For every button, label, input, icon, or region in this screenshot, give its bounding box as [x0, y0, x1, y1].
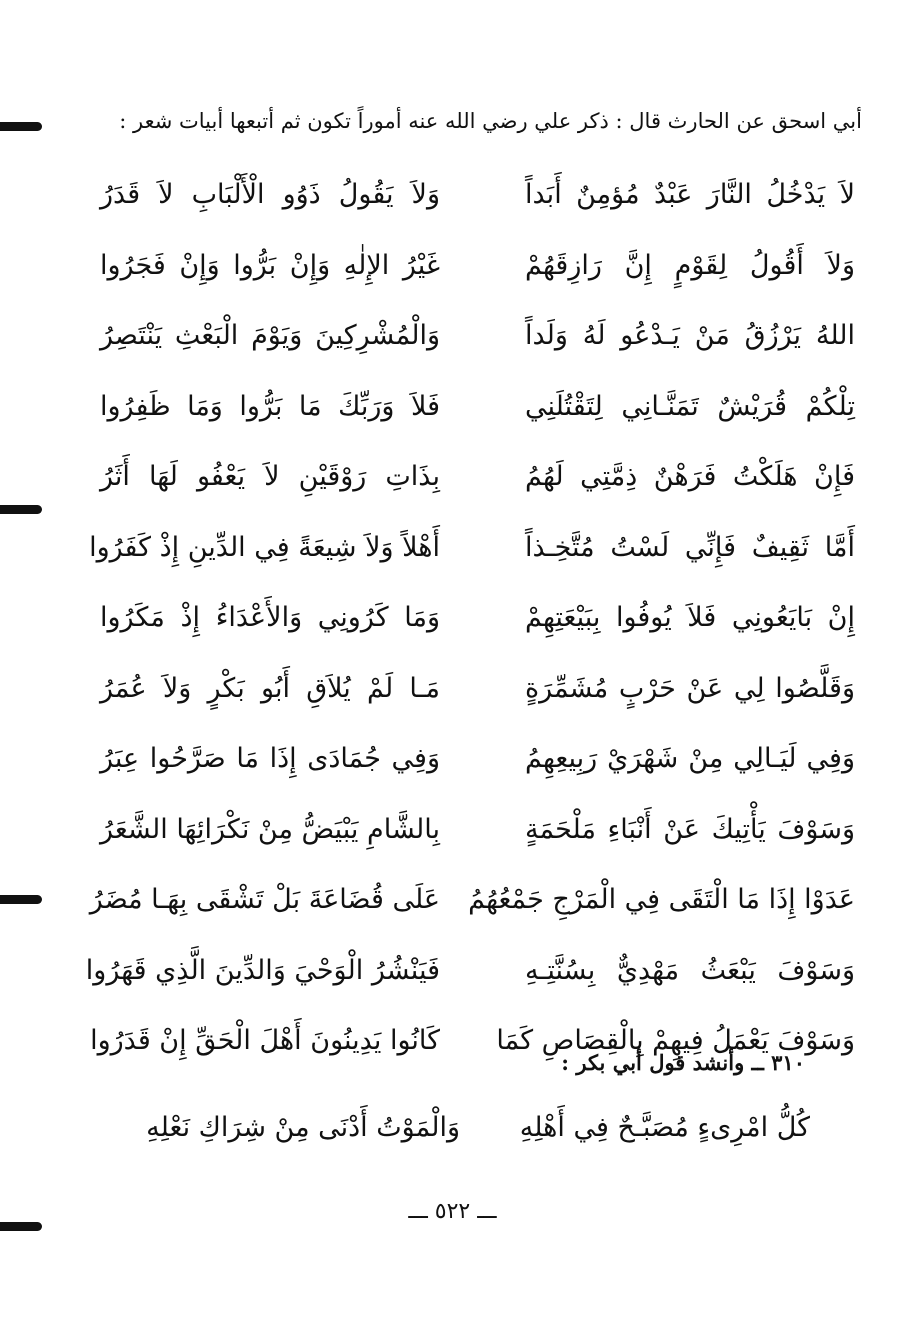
verse-row — [100, 583, 855, 654]
verse-row — [100, 372, 855, 443]
margin-mark — [0, 122, 42, 131]
verse-row — [85, 936, 855, 1007]
verse-first-hemistich: اللهُ يَرْزُقُ مَنْ يَـدْعُو لَهُ وَلَداً — [525, 320, 855, 352]
verse-first-hemistich: عَدَوْا إِذَا مَا الْتَقَى فِي الْمَرْجِ جَمْعُهُمُ — [468, 884, 855, 916]
page-number: ـــ ٥٢٢ ـــ — [408, 1199, 497, 1224]
verse-first-hemistich: وَسَوْفَ يَعْمَلُ فِيهِمْ بِالْقِصَاصِ كَمَا — [496, 1025, 855, 1057]
verse-first-hemistich: تِلْكُمْ قُرَيْشٌ تَمَنَّـانِي لِتَقْتُلَنِي — [525, 390, 855, 422]
verse-second-hemistich: مَـا لَمْ يُلاَقِ أَبُو بَكْرٍ وَلاَ عُمَرُ — [100, 672, 440, 704]
verse-second-hemistich: وَلاَ يَقُولُ ذَوُو الْأَلْبَابِ لاَ قَدَرُ — [100, 179, 440, 211]
verse-second-hemistich: عَلَى قُضَاعَةَ بَلْ تَشْقَى بِهَـا مُضَرُ — [89, 884, 440, 916]
verse-first-hemistich: وَقَلَّصُوا لِي عَنْ حَرْبٍ مُشَمِّرَةٍ — [525, 672, 855, 704]
verse-first-hemistich: كُلُّ امْرِىءٍ مُصَبَّـحٌ فِي أَهْلِهِ — [519, 1112, 810, 1143]
verse-first-hemistich: لاَ يَدْخُلُ النَّارَ عَبْدٌ مُؤمِنٌ أَبَداً — [525, 179, 855, 211]
verse-first-hemistich: وَسَوْفَ يَبْعَثُ مَهْدِيٌّ بِسُنَّتِـهِ — [525, 954, 855, 986]
verse-row — [89, 865, 855, 936]
verse-first-hemistich: فَإِنْ هَلَكْتُ فَرَهْنٌ ذِمَّتِي لَهُمُ — [525, 461, 855, 493]
verse-first-hemistich: وَلاَ أَقُولُ لِقَوْمٍ إِنَّ رَازِقَهُمْ — [525, 249, 855, 281]
verse-row — [89, 513, 855, 584]
verse-row — [100, 654, 855, 725]
poem-verses — [85, 160, 855, 1077]
verse-second-hemistich: أَهْلاً وَلاَ شِيعَةً فِي الدِّينِ إِذْ كَفَرُوا — [89, 531, 440, 563]
verse-row — [100, 442, 855, 513]
verse-first-hemistich: وَسَوْفَ يَأْتِيكَ عَنْ أَنْبَاءِ مَلْحَمَةٍ — [525, 813, 855, 845]
verse-row — [100, 160, 855, 231]
verse-second-hemistich: بِالشَّامِ يَبْيَضُّ مِنْ نَكْرَائِهَا الشَّعَرُ — [100, 813, 440, 845]
verse-second-hemistich: غَيْرُ الإِلٰهِ وَإِنْ بَرُّوا وَإِنْ فَجَرُوا — [100, 249, 440, 281]
verse-second-hemistich: وَمَا كَرُونِي وَالأَعْدَاءُ إِذْ مَكَرُوا — [100, 602, 440, 634]
verse-second-hemistich: بِذَاتِ رَوْقَيْنِ لاَ يَعْفُو لَهَا أَثَرُ — [100, 461, 440, 493]
verse-second-hemistich: فَيَنْشُرُ الْوَحْيَ وَالدِّينَ الَّذِي قَهَرُوا — [85, 954, 440, 986]
verse-second-hemistich: وَفِي جُمَادَى إِذَا مَا صَرَّحُوا عِبَرُ — [100, 743, 440, 775]
verse-row — [100, 724, 855, 795]
verse-row — [100, 301, 855, 372]
section-heading: ٣١٠ ــ وأنشد قول أبي بكر : — [561, 1050, 805, 1075]
margin-mark — [0, 895, 42, 904]
verse-second-hemistich: كَانُوا يَدِينُونَ أَهْلَ الْحَقِّ إِنْ قَدَرُوا — [90, 1025, 440, 1057]
verse-second-hemistich: فَلاَ وَرَبِّكَ مَا بَرُّوا وَمَا ظَفِرُوا — [100, 390, 440, 422]
verse-second-hemistich: وَالْمُشْرِكِينَ وَيَوْمَ الْبَعْثِ يَنْتَصِرُ — [100, 320, 440, 352]
verse-first-hemistich: أَمَّا ثَقِيفٌ فَإِنِّي لَسْتُ مُتَّخِـذاً — [525, 531, 855, 563]
intro-line: أبي اسحق عن الحارث قال : ذكر علي رضي الله عنه أموراً تكون ثم أتبعها أبيات شعر : — [119, 109, 862, 133]
verse-second-hemistich: وَالْمَوْتُ أَدْنَى مِنْ شِرَاكِ نَعْلِهِ — [146, 1112, 460, 1143]
verse-first-hemistich: إِنْ بَايَعُونِي فَلاَ يُوفُوا بِبَيْعَتِهِمْ — [525, 602, 855, 634]
final-verse — [146, 1108, 810, 1148]
margin-mark — [0, 505, 42, 514]
verse-row — [100, 231, 855, 302]
verse-first-hemistich: وَفِي لَيَـالِي مِنْ شَهْرَيْ رَبِيعِهِمُ — [525, 743, 855, 775]
verse-row — [100, 795, 855, 866]
